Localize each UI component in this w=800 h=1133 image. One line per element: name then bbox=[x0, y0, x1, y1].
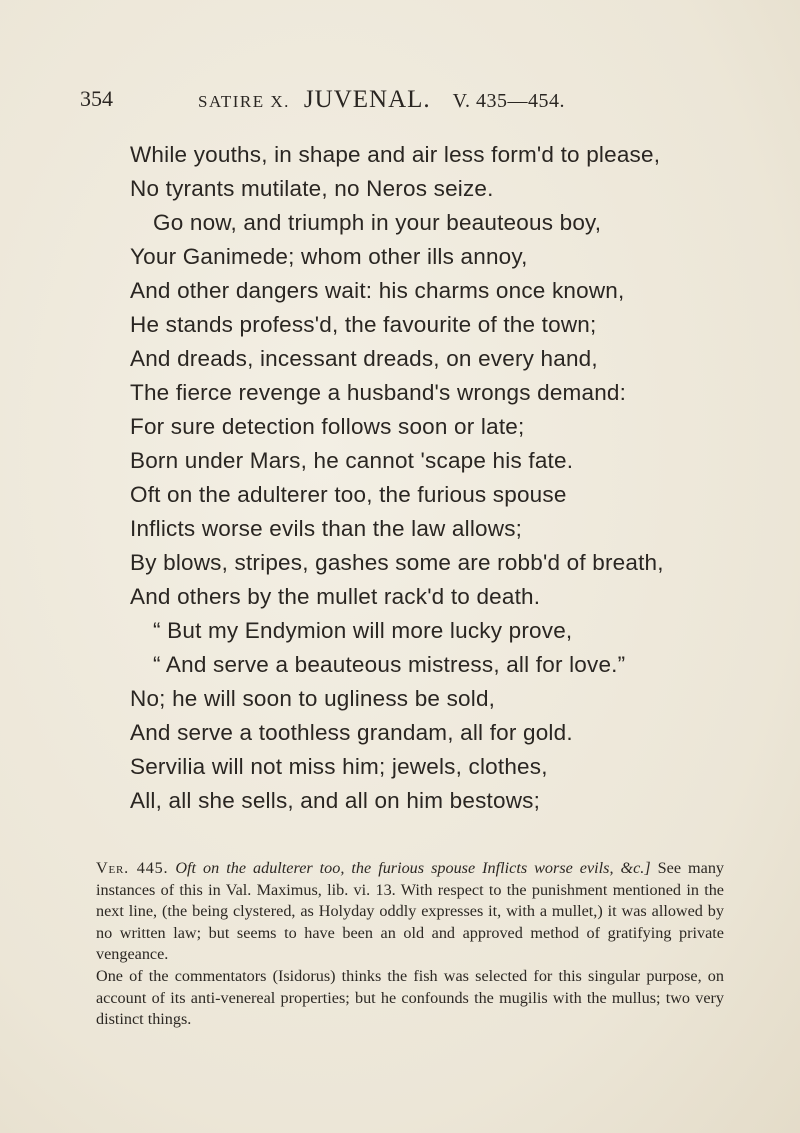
footnote-body: See many instances of this in Val. Maximus, lib. vi. 13. With respect to the punishment mentioned in the next line, (the being clystered, as Holyday oddly expresses it, with a mullet,) it was allowed by no written law; but seems to have been an old and approved method of gratifying private vengeance. bbox=[96, 859, 725, 964]
author-name: JUVENAL. bbox=[303, 86, 431, 113]
verse-line: And dreads, incessant dreads, on every hand, bbox=[130, 346, 598, 371]
footnote bbox=[96, 858, 724, 1031]
verse-line: Servilia will not miss him; jewels, clothes, bbox=[130, 754, 548, 779]
verse-line: And other dangers wait: his charms once known, bbox=[130, 278, 625, 303]
verse-line: Born under Mars, he cannot 'scape his fate. bbox=[130, 448, 574, 473]
footnote-lemma: Oft on the adulterer too, the furious spouse Inflicts worse evils, &c.] bbox=[175, 859, 651, 877]
verse-line: Go now, and triumph in your beauteous boy, bbox=[153, 210, 602, 235]
footnote-paragraph-2: One of the commentators (Isidorus) thinks the fish was selected for this singular purpose, on account of its anti-venereal properties; but he confounds the mugilis with the mullus; two very distinct things. bbox=[96, 966, 724, 1029]
verse-line: While youths, in shape and air less form'd to please, bbox=[130, 142, 661, 167]
verse-line: And serve a toothless grandam, all for gold. bbox=[130, 720, 573, 745]
verse-line: And others by the mullet rack'd to death. bbox=[130, 584, 541, 609]
running-header bbox=[80, 86, 720, 116]
page-number: 354 bbox=[80, 86, 113, 111]
verse-line: “ But my Endymion will more lucky prove, bbox=[153, 618, 573, 643]
verse-line: By blows, stripes, gashes some are robb'd of breath, bbox=[130, 550, 664, 575]
footnote-reference: Ver. 445. bbox=[96, 859, 169, 877]
running-title bbox=[198, 86, 565, 114]
verse-line: He stands profess'd, the favourite of the town; bbox=[130, 312, 597, 337]
line-range: V. 435—454. bbox=[452, 90, 566, 112]
satire-number: SATIRE X. bbox=[198, 92, 290, 111]
verse-line: No; he will soon to ugliness be sold, bbox=[130, 686, 496, 711]
verse-line: Inflicts worse evils than the law allows; bbox=[130, 516, 523, 541]
verse-line: No tyrants mutilate, no Neros seize. bbox=[130, 176, 494, 201]
verse-line: Oft on the adulterer too, the furious spouse bbox=[130, 482, 567, 507]
verse-line: For sure detection follows soon or late; bbox=[130, 414, 525, 439]
footnote-paragraph bbox=[96, 858, 724, 966]
verse-line: “ And serve a beauteous mistress, all for love.” bbox=[153, 652, 626, 677]
verse-line: The fierce revenge a husband's wrongs demand: bbox=[130, 380, 627, 405]
verse-line: Your Ganimede; whom other ills annoy, bbox=[130, 244, 528, 269]
verse-line: All, all she sells, and all on him bestows; bbox=[130, 788, 541, 813]
